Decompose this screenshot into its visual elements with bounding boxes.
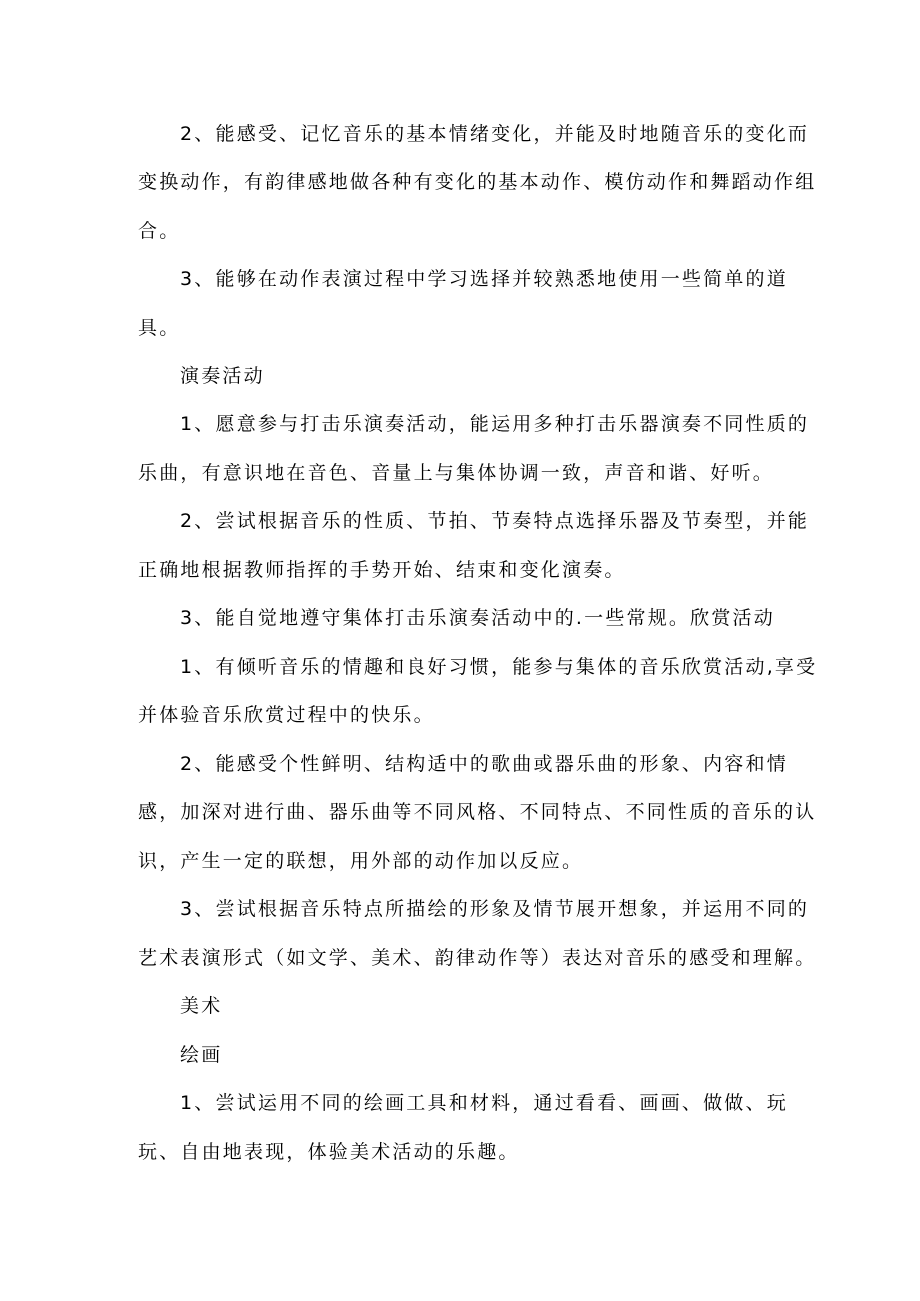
text-line: 1、尝试运用不同的绘画工具和材料，通过看看、画画、做做、玩 bbox=[180, 1092, 788, 1114]
text-line: 2、尝试根据音乐的性质、节拍、节奏特点选择乐器及节奏型，并能 bbox=[180, 510, 810, 532]
text-line: 合。 bbox=[138, 220, 181, 242]
section-heading: 美术 bbox=[180, 995, 223, 1017]
text-line: 1、有倾听音乐的情趣和良好习惯，能参与集体的音乐欣赏活动,享受 bbox=[180, 656, 818, 678]
text-line: 3、能够在动作表演过程中学习选择并较熟悉地使用一些简单的道 bbox=[180, 268, 788, 290]
text-line: 3、能自觉地遵守集体打击乐演奏活动中的.一些常规。欣赏活动 bbox=[180, 607, 775, 629]
text-line: 感，加深对进行曲、器乐曲等不同风格、不同特点、不同性质的音乐的认 bbox=[138, 801, 817, 823]
text-line: 3、尝试根据音乐特点所描绘的形象及情节展开想象，并运用不同的 bbox=[180, 898, 810, 920]
text-line: 玩、自由地表现，体验美术活动的乐趣。 bbox=[138, 1141, 520, 1163]
text-line: 2、能感受、记忆音乐的基本情绪变化，并能及时地随音乐的变化而 bbox=[180, 123, 810, 145]
text-line: 1、愿意参与打击乐演奏活动，能运用多种打击乐器演奏不同性质的 bbox=[180, 413, 810, 435]
text-line: 艺术表演形式（如文学、美术、韵律动作等）表达对音乐的感受和理解。 bbox=[138, 947, 817, 969]
text-line: 正确地根据教师指挥的手势开始、结束和变化演奏。 bbox=[138, 559, 626, 581]
section-heading: 演奏活动 bbox=[180, 365, 265, 387]
text-line: 具。 bbox=[138, 317, 181, 339]
text-line: 变换动作，有韵律感地做各种有变化的基本动作、模仿动作和舞蹈动作组 bbox=[138, 171, 817, 193]
text-line: 并体验音乐欣赏过程中的快乐。 bbox=[138, 704, 435, 726]
text-line: 识，产生一定的联想，用外部的动作加以反应。 bbox=[138, 850, 584, 872]
text-line: 2、能感受个性鲜明、结构适中的歌曲或器乐曲的形象、内容和情 bbox=[180, 753, 788, 775]
section-heading: 绘画 bbox=[180, 1044, 223, 1066]
text-line: 乐曲，有意识地在音色、音量上与集体协调一致，声音和谐、好听。 bbox=[138, 462, 775, 484]
